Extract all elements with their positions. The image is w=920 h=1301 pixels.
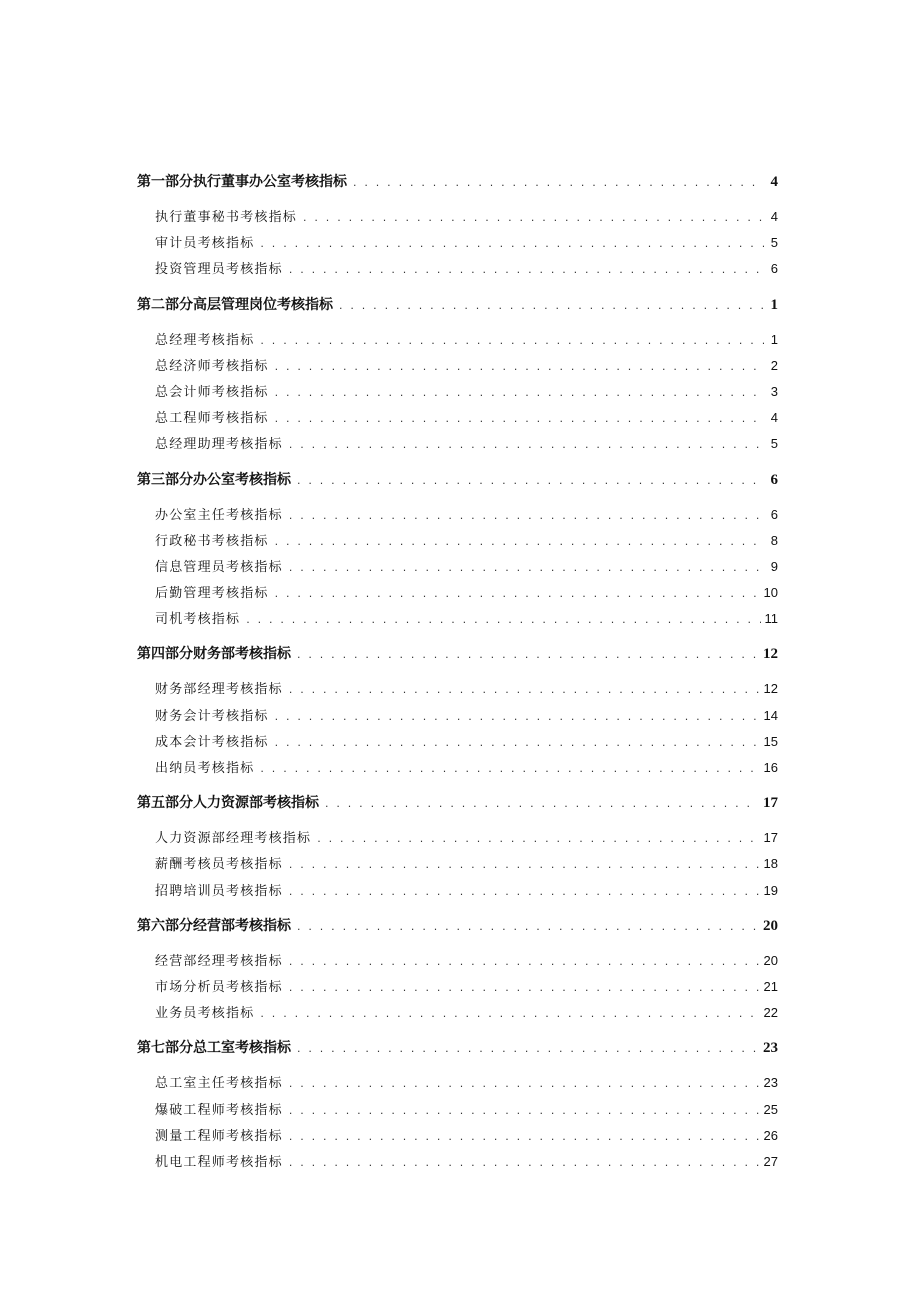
toc-entry[interactable] [137, 405, 778, 431]
dot-leader [275, 730, 760, 755]
toc-entry-title: 总经理助理考核指标 [155, 437, 283, 453]
dot-leader [353, 170, 764, 195]
toc-page-number: 23 [763, 1075, 778, 1091]
toc-page-number: 5 [770, 235, 778, 251]
toc-entry[interactable] [137, 974, 778, 1000]
toc-page-number: 25 [763, 1101, 778, 1117]
toc-entry[interactable] [137, 554, 778, 580]
toc-page-number: 10 [763, 585, 778, 601]
toc-section-title: 第七部分总工室考核指标 [137, 1040, 291, 1057]
toc-entry-title: 机电工程师考核指标 [155, 1154, 283, 1170]
toc-page-number: 15 [763, 733, 778, 749]
toc-page-number: 23 [763, 1040, 778, 1057]
toc-entry-title: 人力资源部经理考核指标 [155, 831, 312, 847]
toc-entry-title: 总工程师考核指标 [155, 411, 269, 427]
dot-leader [325, 791, 759, 816]
toc-entry[interactable] [137, 327, 778, 353]
toc-page-number: 4 [770, 410, 778, 426]
toc-page-number: 1 [770, 331, 778, 347]
toc-page-number: 6 [770, 261, 778, 277]
toc-entry-title: 招聘培训员考核指标 [155, 883, 283, 899]
toc-page-number: 22 [763, 1005, 778, 1021]
toc-entry-title: 薪酬考核员考核指标 [155, 857, 283, 873]
toc-page-number: 14 [763, 707, 778, 723]
toc-page-number: 11 [764, 611, 778, 627]
dot-leader [317, 826, 759, 851]
dot-leader [289, 432, 764, 457]
toc-section-title: 第六部分经营部考核指标 [137, 917, 291, 934]
dot-leader [289, 257, 764, 282]
dot-leader [289, 503, 764, 528]
toc-entry-title: 后勤管理考核指标 [155, 586, 269, 602]
dot-leader [275, 529, 764, 554]
toc-entry[interactable] [137, 502, 778, 528]
dot-leader [289, 975, 760, 1000]
toc-entry[interactable] [137, 729, 778, 755]
dot-leader [297, 914, 759, 939]
dot-leader [275, 406, 764, 431]
toc-page-number: 12 [763, 681, 778, 697]
dot-leader [260, 1001, 759, 1026]
toc-section-heading[interactable] [137, 169, 778, 195]
toc-entry[interactable] [137, 431, 778, 457]
dot-leader [289, 677, 760, 702]
toc-section-heading[interactable] [137, 790, 778, 816]
toc-section-title: 第四部分财务部考核指标 [137, 646, 291, 663]
toc-entry-title: 测量工程师考核指标 [155, 1128, 283, 1144]
toc-entry[interactable] [137, 1000, 778, 1026]
toc-page-number: 17 [763, 795, 778, 812]
toc-page-number: 6 [770, 506, 778, 522]
dot-leader [289, 1071, 760, 1096]
table-of-contents [137, 160, 778, 1175]
dot-leader [260, 328, 764, 353]
toc-entry[interactable] [137, 851, 778, 877]
toc-entry-title: 出纳员考核指标 [155, 761, 255, 776]
toc-section-heading[interactable] [137, 467, 778, 493]
toc-entry-title: 总会计师考核指标 [155, 384, 269, 400]
toc-section-heading[interactable] [137, 1035, 778, 1061]
toc-entry-title: 爆破工程师考核指标 [155, 1102, 283, 1118]
toc-entry[interactable] [137, 755, 778, 781]
toc-page-number: 17 [763, 830, 778, 846]
toc-section-heading[interactable] [137, 292, 778, 318]
toc-entry[interactable] [137, 825, 778, 851]
toc-section-title: 第五部分人力资源部考核指标 [137, 795, 319, 812]
toc-entry[interactable] [137, 948, 778, 974]
dot-leader [275, 380, 764, 405]
toc-entry-title: 总经济师考核指标 [155, 358, 269, 374]
toc-entry-title: 总经理考核指标 [155, 332, 255, 348]
dot-leader [297, 468, 764, 493]
toc-page-number: 4 [770, 174, 778, 190]
toc-page-number: 27 [763, 1153, 778, 1169]
toc-page-number: 3 [770, 383, 778, 399]
toc-entry-title: 业务员考核指标 [155, 1006, 255, 1022]
toc-entry-title: 投资管理员考核指标 [155, 262, 283, 278]
toc-page-number: 21 [763, 978, 778, 994]
toc-page-number: 5 [770, 436, 778, 452]
toc-page-number: 19 [763, 882, 778, 898]
toc-entry[interactable] [137, 703, 778, 729]
dot-leader [260, 231, 764, 256]
toc-page-number: 8 [770, 532, 778, 548]
toc-entry-title: 审计员考核指标 [155, 236, 255, 252]
toc-entry-title: 执行董事秘书考核指标 [155, 210, 298, 225]
toc-page-number: 4 [770, 209, 778, 224]
toc-entry[interactable] [137, 353, 778, 379]
dot-leader [289, 555, 764, 580]
dot-leader [275, 581, 760, 606]
toc-page-number: 2 [770, 357, 778, 373]
toc-entry[interactable] [137, 528, 778, 554]
toc-entry[interactable] [137, 676, 778, 702]
toc-section-heading[interactable] [137, 641, 778, 667]
toc-section-heading[interactable] [137, 913, 778, 939]
toc-entry[interactable] [137, 1149, 778, 1175]
dot-leader [297, 642, 759, 667]
toc-page-number: 20 [763, 952, 778, 968]
toc-page-number: 12 [763, 646, 778, 663]
toc-section-title: 第二部分高层管理岗位考核指标 [137, 296, 333, 313]
dot-leader [289, 879, 760, 904]
dot-leader [275, 704, 760, 729]
toc-entry-title: 财务部经理考核指标 [155, 682, 283, 698]
toc-entry-title: 信息管理员考核指标 [155, 559, 283, 575]
toc-entry-title: 总工室主任考核指标 [155, 1076, 283, 1092]
dot-leader [289, 1098, 760, 1123]
toc-entry[interactable] [137, 204, 778, 230]
dot-leader [303, 205, 764, 230]
toc-page-number: 20 [763, 917, 778, 934]
toc-entry-title: 财务会计考核指标 [155, 708, 269, 724]
toc-entry[interactable] [137, 878, 778, 904]
dot-leader [297, 1036, 759, 1061]
toc-entry[interactable] [137, 256, 778, 282]
dot-leader [275, 354, 764, 379]
toc-entry[interactable] [137, 606, 778, 632]
dot-leader [260, 756, 759, 781]
dot-leader [289, 1150, 760, 1175]
toc-page-number: 26 [763, 1127, 778, 1143]
dot-leader [289, 852, 760, 877]
toc-entry-title: 经营部经理考核指标 [155, 953, 283, 969]
toc-entry-title: 行政秘书考核指标 [155, 533, 269, 549]
toc-entry[interactable] [137, 230, 778, 256]
dot-leader [246, 607, 760, 632]
toc-page-number: 18 [763, 856, 778, 872]
toc-entry[interactable] [137, 1097, 778, 1123]
toc-entry[interactable] [137, 1123, 778, 1149]
toc-section-title: 第一部分执行董事办公室考核指标 [137, 174, 347, 190]
toc-entry-title: 市场分析员考核指标 [155, 979, 283, 995]
toc-entry[interactable] [137, 580, 778, 606]
toc-entry[interactable] [137, 379, 778, 405]
toc-entry-title: 司机考核指标 [155, 612, 241, 628]
toc-page-number: 9 [770, 558, 778, 574]
toc-page-number: 6 [770, 471, 778, 488]
dot-leader [289, 949, 760, 974]
toc-entry-title: 办公室主任考核指标 [155, 507, 283, 523]
toc-entry-title: 成本会计考核指标 [155, 734, 269, 750]
toc-entry[interactable] [137, 1070, 778, 1096]
toc-section-title: 第三部分办公室考核指标 [137, 471, 291, 488]
toc-page-number: 1 [770, 296, 778, 313]
toc-page-number: 16 [763, 760, 778, 775]
dot-leader [339, 293, 764, 318]
dot-leader [289, 1124, 760, 1149]
